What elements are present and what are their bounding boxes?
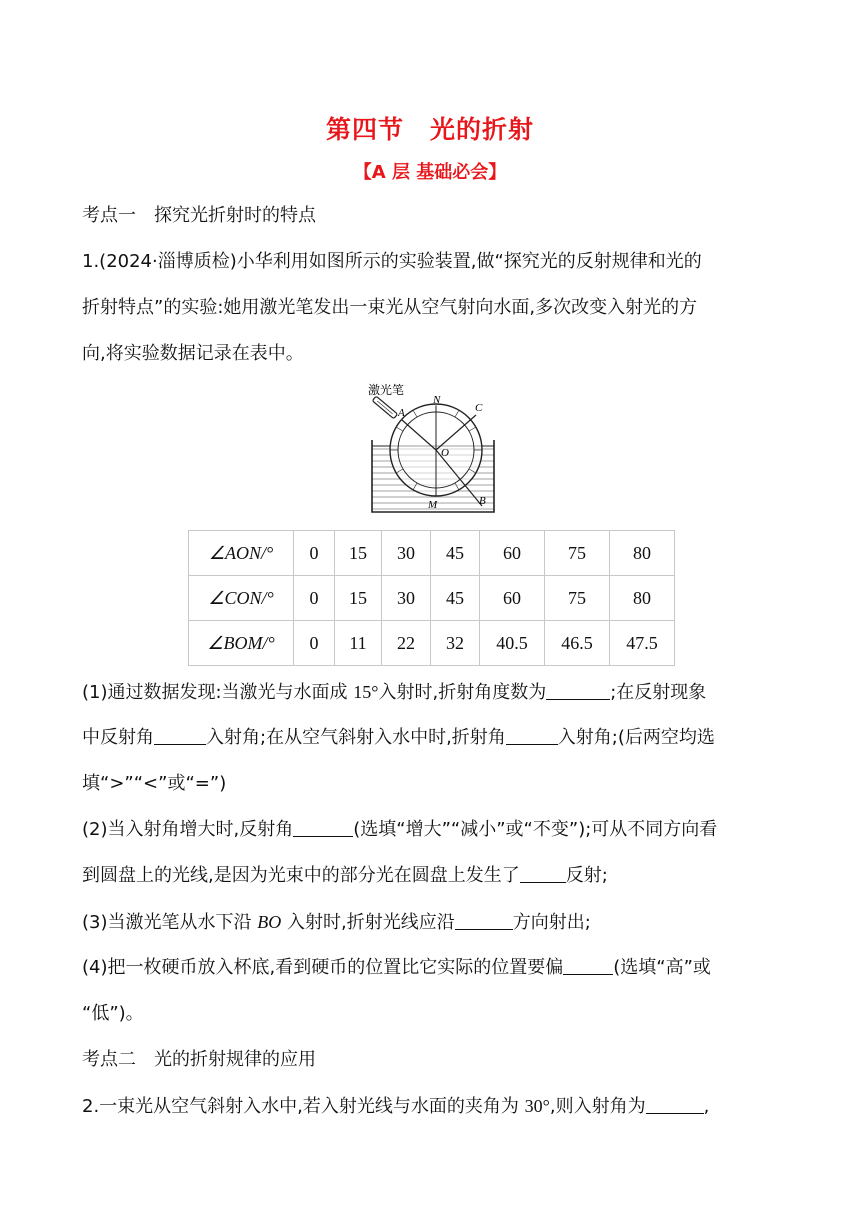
label-C: C	[475, 402, 483, 414]
table-cell: 80	[610, 576, 675, 621]
row-label: ∠CON/°	[189, 576, 294, 621]
laser-pen-icon	[372, 396, 397, 419]
table-row	[189, 531, 675, 576]
sub-question-1-line-3: 填“>”“<”或“=”)	[82, 773, 227, 794]
sub-question-2-line-1	[82, 818, 782, 842]
table-cell: 45	[431, 531, 480, 576]
table-cell: 22	[382, 621, 431, 666]
text-span: 入射时,折射角度数为	[378, 682, 547, 703]
sub-question-4-line-1	[82, 956, 782, 980]
table-cell: 60	[480, 531, 545, 576]
experiment-figure	[364, 380, 504, 520]
topic-heading-1: 考点一 探究光折射时的特点	[82, 205, 316, 226]
text-span: (选填“高”或	[613, 957, 711, 978]
table-cell: 47.5	[610, 621, 675, 666]
angle-data-table	[188, 530, 675, 666]
text-span: (3)当激光笔从水下沿	[82, 912, 252, 933]
table-cell: 40.5	[480, 621, 545, 666]
table-row	[189, 576, 675, 621]
sub-question-1-line-1	[82, 680, 782, 705]
angle-value: 30°	[524, 1096, 550, 1116]
answer-blank[interactable]	[563, 956, 613, 975]
table-cell: 0	[294, 621, 335, 666]
text-span: ;在反射现象	[610, 682, 707, 703]
table-cell: 15	[335, 531, 382, 576]
row-label: ∠AON/°	[189, 531, 294, 576]
text-span: (选填“增大”“减小”或“不变”);可从不同方向看	[353, 819, 718, 840]
table-row	[189, 621, 675, 666]
text-span: 方向射出;	[512, 912, 591, 933]
section-title: 第四节 光的折射	[325, 115, 534, 144]
sub-question-1-line-2	[82, 726, 782, 750]
question-1-line-1: 1.(2024·淄博质检)小华利用如图所示的实验装置,做“探究光的反射规律和光的	[82, 251, 702, 272]
question-1-line-3: 向,将实验数据记录在表中。	[82, 343, 304, 364]
table-cell: 80	[610, 531, 675, 576]
laser-pen-label: 激光笔	[368, 383, 405, 397]
answer-blank[interactable]	[646, 1095, 704, 1114]
table-cell: 32	[431, 621, 480, 666]
question-1-line-2: 折射特点”的实验:她用激光笔发出一束光从空气射向水面,多次改变入射光的方	[82, 297, 698, 318]
table-cell: 30	[382, 531, 431, 576]
text-span: 入射角;(后两空均选	[557, 727, 715, 748]
text-span: 反射;	[565, 865, 608, 886]
table-cell: 30	[382, 576, 431, 621]
answer-blank[interactable]	[455, 911, 513, 930]
answer-blank[interactable]	[506, 726, 558, 745]
answer-blank[interactable]	[546, 681, 610, 700]
text-span: (1)通过数据发现:当激光与水面成	[82, 682, 348, 703]
text-span: 入射时,折射光线应沿	[286, 912, 455, 933]
angle-value: 15°	[353, 682, 379, 702]
text-span: ,则入射角为	[549, 1096, 646, 1117]
sub-question-3	[82, 910, 782, 935]
table-cell: 15	[335, 576, 382, 621]
table-cell: 75	[545, 576, 610, 621]
label-N: N	[433, 394, 441, 406]
table-cell: 75	[545, 531, 610, 576]
text-span: 2.一束光从空气斜射入水中,若入射光线与水面的夹角为	[82, 1096, 519, 1117]
label-O: O	[441, 447, 449, 459]
table-cell: 45	[431, 576, 480, 621]
answer-blank[interactable]	[520, 864, 566, 883]
question-2-line-1	[82, 1094, 782, 1119]
label-A: A	[398, 407, 405, 419]
table-cell: 60	[480, 576, 545, 621]
sub-question-4-line-2: “低”)。	[82, 1003, 144, 1024]
text-span: (2)当入射角增大时,反射角	[82, 819, 294, 840]
table-cell: 0	[294, 576, 335, 621]
text-span: 中反射角	[82, 727, 154, 748]
topic-heading-2: 考点二 光的折射规律的应用	[82, 1049, 316, 1070]
row-label: ∠BOM/°	[189, 621, 294, 666]
ray-label-BO: BO	[257, 912, 282, 932]
text-span: 入射角;在从空气斜射入水中时,折射角	[206, 727, 506, 748]
text-span: (4)把一枚硬币放入杯底,看到硬币的位置比它实际的位置要偏	[82, 957, 564, 978]
answer-blank[interactable]	[293, 818, 353, 837]
text-span: ,	[703, 1096, 710, 1117]
table-cell: 11	[335, 621, 382, 666]
label-M: M	[428, 499, 438, 511]
table-cell: 46.5	[545, 621, 610, 666]
sub-question-2-line-2	[82, 864, 782, 888]
table-cell: 0	[294, 531, 335, 576]
label-B: B	[479, 495, 486, 507]
answer-blank[interactable]	[154, 726, 206, 745]
text-span: 到圆盘上的光线,是因为光束中的部分光在圆盘上发生了	[82, 865, 520, 886]
level-subtitle: 【A 层 基础必会】	[353, 162, 507, 183]
